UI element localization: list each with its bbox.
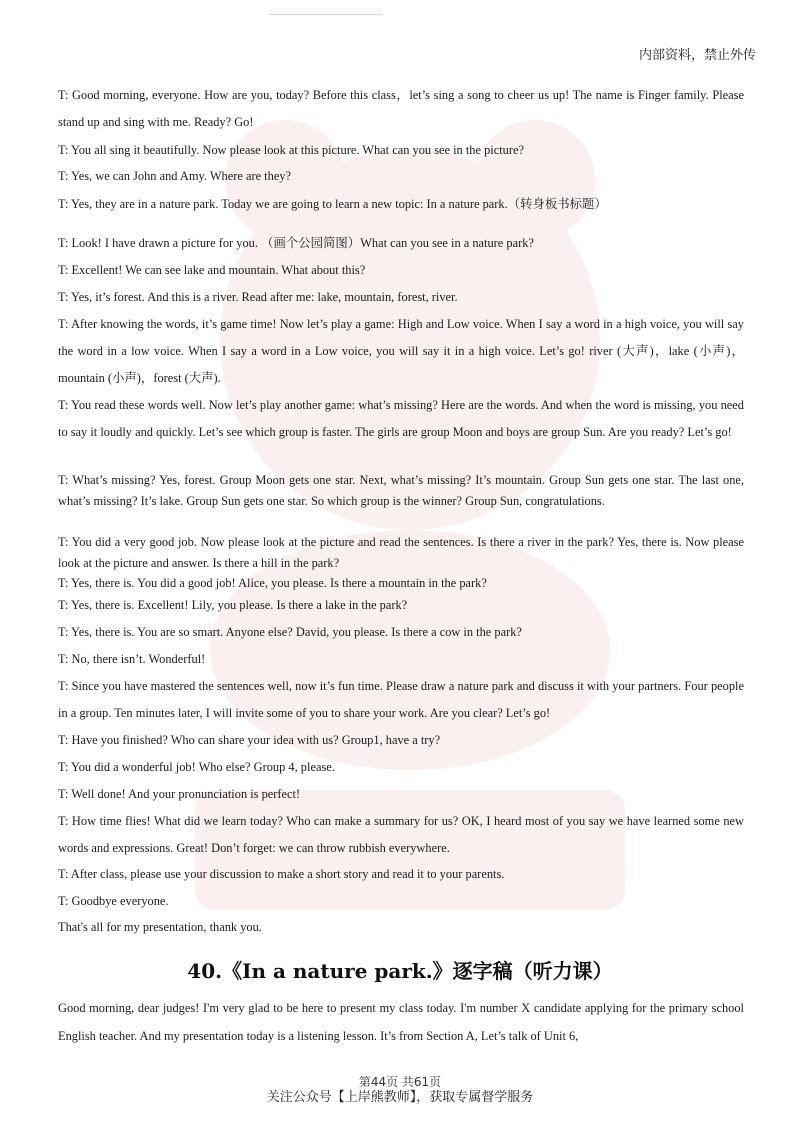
scan-mark <box>270 14 380 18</box>
transcript-line: T: How time flies! What did we learn today? Who can make a summary for us? OK, I heard most of you say we have learned some new words and expressions. Great! Don’t forget: we can throw rubbish everywhere. <box>58 814 744 855</box>
transcript-line: T: No, there isn’t. Wonderful! <box>58 652 206 666</box>
transcript-line: T: Goodbye everyone. <box>58 894 169 908</box>
footer-promo: 关注公众号【上岸熊教师】，获取专属督学服务 <box>266 1090 534 1105</box>
transcript-line: T: After knowing the words, it’s game time! Now let’s play a game: High and Low voice. When I say a word in a high voice, you will say the word in a low voice. When I say a word in a Low voice, you will say it in a high voice. Let’s go! river (大声)，lake (小声)，mountain (小声)，forest (大声). <box>58 317 744 385</box>
transcript-line: T: Yes, it’s forest. And this is a river. Read after me: lake, mountain, forest, river. <box>58 290 458 304</box>
transcript-line: T: What’s missing? Yes, forest. Group Moon gets one star. Next, what’s missing? It’s mountain. Group Sun gets one star. The last one, what’s missing? It’s lake. Group Sun gets one star. So which group is the winner? Group Sun, congratulations. <box>58 473 744 508</box>
section-title: 40.《In a nature park.》逐字稿（听力课） <box>187 959 613 983</box>
transcript-line: T: Look! I have drawn a picture for you. （画个公园简图）What can you see in a nature park? <box>58 236 534 250</box>
transcript-line: T: Yes, there is. Excellent! Lily, you please. Is there a lake in the park? <box>58 598 408 612</box>
section-intro: Good morning, dear judges! I'm very glad to be here to present my class today. I'm number X candidate applying for the primary school English teacher. And my presentation today is a listening lesson. It’s from Section A, Let’s talk of Unit 6, <box>58 1001 744 1043</box>
transcript-line: T: Well done! And your pronunciation is perfect! <box>58 787 301 801</box>
transcript-line: T: You did a wonderful job! Who else? Group 4, please. <box>58 760 335 774</box>
transcript-line: T: Yes, there is. You did a good job! Alice, you please. Is there a mountain in the park? <box>58 576 487 590</box>
transcript-line: T: Since you have mastered the sentences well, now it’s fun time. Please draw a nature park and discuss it with your partners. Four people in a group. Ten minutes later, I will invite some of you to share your work. Are you clear? Let’s go! <box>58 679 744 720</box>
transcript-line: T: Yes, they are in a nature park. Today we are going to learn a new topic: In a nature park.（转身板书标题） <box>58 197 607 211</box>
page-number: 第44页 共61页 <box>358 1075 442 1089</box>
transcript-line: T: After class, please use your discussion to make a short story and read it to your parents. <box>58 867 505 881</box>
transcript-line: T: You did a very good job. Now please look at the picture and read the sentences. Is there a river in the park? Yes, there is. Now please look at the picture and answer. Is there a hill in the park? <box>58 535 744 570</box>
transcript-line: T: Yes, there is. You are so smart. Anyone else? David, you please. Is there a cow in the park? <box>58 625 522 639</box>
transcript-line: T: Good morning, everyone. How are you, today? Before this class，let’s sing a song to cheer us up! The name is Finger family. Please stand up and sing with me. Ready? Go! <box>58 88 744 129</box>
transcript-line: T: You all sing it beautifully. Now please look at this picture. What can you see in the picture? <box>58 143 524 157</box>
transcript-line: That's all for my presentation, thank you. <box>58 920 262 934</box>
transcript-line: T: You read these words well. Now let’s play another game: what’s missing? Here are the words. And when the word is missing, you need to say it loudly and quickly. Let’s see which group is faster. The girls are group Moon and boys are group Sun. Are you ready? Let’s go! <box>58 398 744 439</box>
transcript-line: T: Have you finished? Who can share your idea with us? Group1, have a try? <box>58 733 441 747</box>
confidential-note: 内部资料，禁止外传 <box>638 48 756 63</box>
transcript-line: T: Yes, we can John and Amy. Where are they? <box>58 169 292 183</box>
transcript-line: T: Excellent! We can see lake and mountain. What about this? <box>58 263 366 277</box>
